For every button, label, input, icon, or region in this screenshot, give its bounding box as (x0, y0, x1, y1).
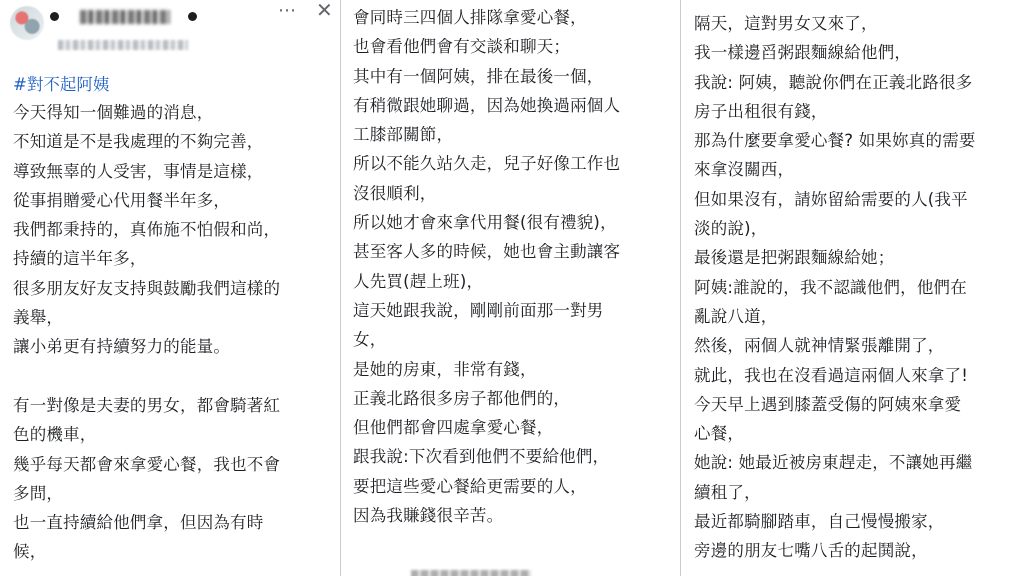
text-line: 亂說八道， (694, 306, 778, 326)
text-line: 義舉， (13, 308, 64, 328)
text-line: 淡的說)， (694, 219, 768, 239)
text-line: 持續的這半年多， (13, 249, 147, 269)
text-line: 有稍微跟她聊過，因為她換過兩個人 (353, 95, 621, 115)
text-line: 也會看他們會有交談和聊天； (353, 37, 571, 57)
text-line: 多問， (13, 483, 64, 503)
text-line: 心餐， (694, 424, 745, 444)
post-header (0, 0, 340, 66)
text-line: 候， (13, 542, 47, 562)
post-text-part-2 (353, 3, 620, 530)
text-line: 要把這些愛心餐給更需要的人， (353, 476, 587, 496)
text-line: 不知道是不是我處理的不夠完善， (13, 132, 264, 152)
blurred-dot-icon (188, 12, 197, 21)
post-column-2 (341, 0, 680, 576)
post-text-part-1 (13, 98, 280, 567)
text-line: 很多朋友好友支持與鼓勵我們這樣的 (13, 278, 281, 298)
avatar[interactable] (10, 6, 44, 40)
blurred-timestamp (58, 40, 188, 50)
text-line: 所以不能久站久走，兒子好像工作也 (353, 154, 621, 174)
text-line: 讓小弟更有持續努力的能量。 (13, 337, 231, 357)
text-line: 我們都秉持的，真佈施不怕假和尚， (13, 220, 281, 240)
text-line: 正義北路很多房子都他們的， (353, 388, 571, 408)
text-line: 那為什麼要拿愛心餐? 如果妳真的需要 (694, 131, 976, 151)
text-line: 其中有一個阿姨，排在最後一個， (353, 66, 604, 86)
text-line: 她說: 她最近被房東趕走，不讓她再繼 (694, 453, 973, 473)
text-line: 從事捐贈愛心代用餐半年多， (13, 190, 231, 210)
post-column-3 (681, 0, 1024, 576)
text-line: 幾乎每天都會來拿愛心餐，我也不會 (13, 454, 281, 474)
text-line: 導致無辜的人受害，事情是這樣， (13, 161, 264, 181)
text-line: 工膝部關節， (353, 125, 454, 145)
text-line: 來拿沒關西， (694, 160, 795, 180)
text-line: 是她的房東，非常有錢， (353, 359, 537, 379)
post-column-1 (0, 0, 340, 576)
text-line: 人先買(趕上班)， (353, 271, 484, 291)
text-line: 但他們都會四處拿愛心餐， (353, 418, 554, 438)
post-text-part-3 (694, 9, 976, 566)
text-line: 旁邊的朋友七嘴八舌的起鬨說， (694, 541, 928, 561)
blurred-footer (411, 570, 531, 576)
text-line: 甚至客人多的時候，她也會主動讓客 (353, 242, 621, 262)
text-line: 我說: 阿姨，聽說你們在正義北路很多 (694, 72, 973, 92)
text-line: 然後，兩個人就神情緊張離開了， (694, 336, 945, 356)
text-line: 有一對像是夫妻的男女，都會騎著紅 (13, 395, 281, 415)
hashtag-link[interactable]: #對不起阿姨 (13, 75, 110, 94)
text-line (13, 362, 280, 391)
text-line: 最後還是把粥跟麵線給她； (694, 248, 895, 268)
text-line: 跟我說:下次看到他們不要給他們， (353, 447, 610, 467)
text-line: 也一直持續給他們拿，但因為有時 (13, 513, 264, 533)
text-line: 沒很順利， (353, 183, 437, 203)
text-line: 最近都騎腳踏車，自己慢慢搬家， (694, 512, 945, 532)
blurred-author-name[interactable] (80, 10, 170, 24)
text-line: 隔天，這對男女又來了， (694, 14, 878, 33)
text-line: 今天早上遇到膝蓋受傷的阿姨來拿愛 (694, 394, 962, 414)
text-line: 今天得知一個難過的消息， (13, 103, 214, 122)
text-line: 續租了， (694, 482, 761, 502)
text-line: 女， (353, 330, 387, 350)
text-line: 會同時三四個人排隊拿愛心餐， (353, 8, 587, 27)
text-line: 阿姨:誰說的，我不認識他們，他們在 (694, 277, 967, 297)
text-line: 色的機車， (13, 425, 97, 445)
text-line: 這天她跟我說，剛剛前面那一對男 (353, 300, 604, 320)
text-line: 就此，我也在沒看過這兩個人來拿了! (694, 365, 969, 385)
text-line: 但如果沒有，請妳留給需要的人(我平 (694, 189, 968, 209)
more-options-icon[interactable]: ⋯ (278, 0, 297, 21)
close-icon[interactable]: ✕ (316, 0, 333, 22)
text-line: 所以她才會來拿代用餐(很有禮貌)， (353, 213, 617, 233)
blurred-dot-icon (50, 12, 59, 21)
text-line: 因為我賺錢很辛苦。 (353, 506, 504, 526)
text-line: 房子出租很有錢， (694, 101, 828, 121)
text-line: 我一樣邊舀粥跟麵線給他們， (694, 43, 912, 63)
